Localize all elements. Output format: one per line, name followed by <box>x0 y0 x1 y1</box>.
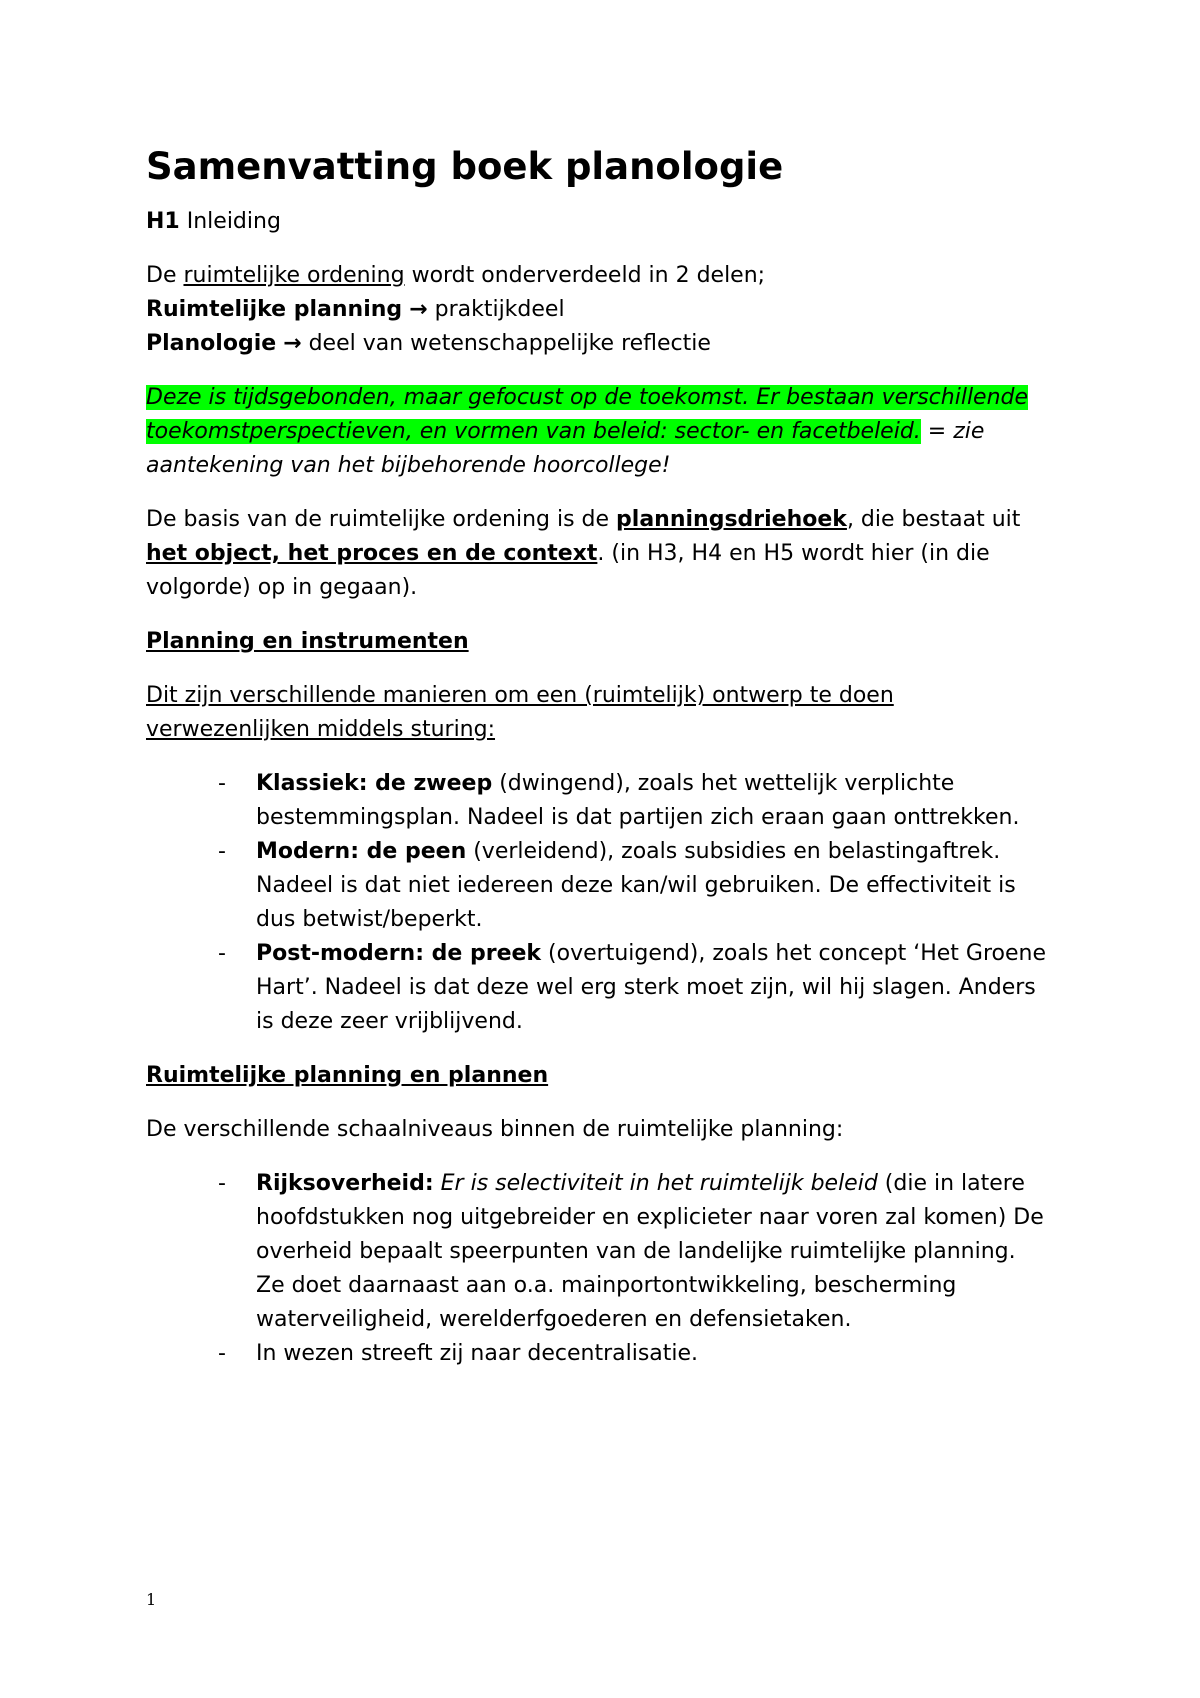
intro-line-1: De ruimtelijke ordening wordt onderverdeeld in 2 delen; <box>146 263 766 288</box>
section-heading-ruimtelijke-planning: Ruimtelijke planning en plannen <box>146 1063 549 1088</box>
list-item: - Post-modern: de preek (overtuigend), zoals het concept ‘Het Groene Hart’. Nadeel is dat deze wel erg sterk moet zijn, wil hij slagen. Anders is deze zeer vrijblijvend. <box>146 937 1046 1039</box>
chapter-heading <box>146 205 1046 239</box>
section-intro-sturing: Dit zijn verschillende manieren om een (ruimtelijk) ontwerp te doen verwezenlijken middels sturing: <box>146 683 894 742</box>
dash-bullet: - <box>218 1341 226 1366</box>
highlighted-note <box>146 381 1046 483</box>
section-intro-schaalniveaus: De verschillende schaalniveaus binnen de ruimtelijke planning: <box>146 1117 844 1142</box>
note-reference: = zie aantekening van het bijbehorende hoorcollege! <box>146 419 985 478</box>
intro-line-3: Planologie → deel van wetenschappelijke reflectie <box>146 331 711 356</box>
intro-line-2: Ruimtelijke planning → praktijkdeel <box>146 297 565 322</box>
list-item: - Klassiek: de zweep (dwingend), zoals het wettelijk verplichte bestemmingsplan. Nadeel is dat partijen zich eraan gaan onttrekken. <box>146 767 1046 835</box>
document-content <box>146 143 1046 1391</box>
schaalniveau-list <box>146 1167 1046 1371</box>
arrow-icon: → <box>409 297 428 322</box>
document-title: Samenvatting boek planologie <box>146 145 784 188</box>
basis-paragraph: De basis van de ruimtelijke ordening is de planningsdriehoek, die bestaat uit het object, het proces en de context. (in H3, H4 en H5 wordt hier (in die volgorde) op in gegaan). <box>146 507 1021 600</box>
chapter-label: Inleiding <box>186 209 281 234</box>
term-planologie: Planologie <box>146 331 277 356</box>
instrument-list <box>146 767 1046 1039</box>
dash-bullet: - <box>218 839 226 864</box>
arrow-icon: → <box>283 331 302 356</box>
list-item: - Rijksoverheid: Er is selectiviteit in het ruimtelijk beleid (die in latere hoofdstukken nog uitgebreider en explicieter naar voren zal komen) De overheid bepaalt speerpunten van de landelijke ruimtelijke planning. Ze doet daarnaast aan o.a. mainportontwikkeling, bescherming waterveiligheid, werelderfgoederen en defensietaken. <box>146 1167 1046 1337</box>
term-object-proces-context: het object, het proces en de context <box>146 541 598 566</box>
highlighted-text: Deze is tijdsgebonden, maar gefocust op de toekomst. Er bestaan verschillende toekomstperspectieven, en vormen van beleid: sector- en facetbeleid. <box>146 385 1029 444</box>
section-heading-planning-instrumenten: Planning en instrumenten <box>146 629 469 654</box>
dash-bullet: - <box>218 771 226 796</box>
chapter-number: H1 <box>146 209 180 234</box>
term-planningsdriehoek: planningsdriehoek <box>616 507 847 532</box>
page-number: 1 <box>146 1590 157 1609</box>
dash-bullet: - <box>218 1171 226 1196</box>
term-ruimtelijke-planning: Ruimtelijke planning <box>146 297 403 322</box>
list-item: - In wezen streeft zij naar decentralisatie. <box>146 1337 1046 1371</box>
term-ruimtelijke-ordening: ruimtelijke ordening <box>183 263 405 288</box>
list-item: - Modern: de peen (verleidend), zoals subsidies en belastingaftrek. Nadeel is dat niet iedereen deze kan/wil gebruiken. De effectiviteit is dus betwist/beperkt. <box>146 835 1046 937</box>
dash-bullet: - <box>218 941 226 966</box>
